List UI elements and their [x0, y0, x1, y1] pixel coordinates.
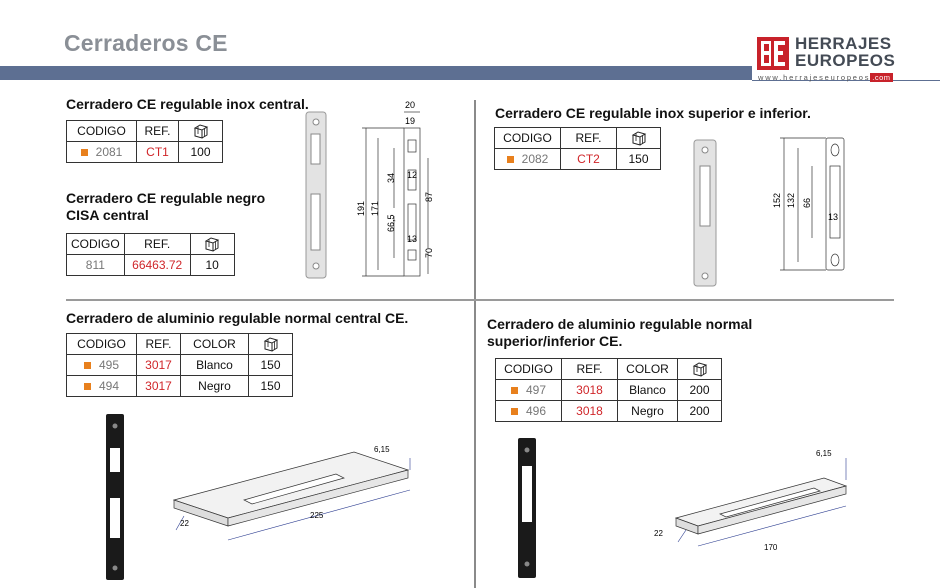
dim-thick: 6,15	[816, 449, 832, 458]
cell-qty: 150	[249, 355, 293, 376]
bullet-icon	[84, 383, 91, 390]
col-codigo: CODIGO	[67, 234, 125, 255]
cell-ref: 3017	[137, 376, 181, 397]
cell-codigo: 495	[67, 355, 137, 376]
cell-qty: 100	[179, 142, 223, 163]
box-icon	[631, 130, 647, 146]
dim-top2: 19	[405, 116, 416, 126]
table-row	[67, 355, 293, 376]
section-3-table	[494, 127, 661, 170]
vertical-divider	[474, 100, 476, 588]
dim-thick: 6,15	[374, 445, 390, 454]
dim-length: 170	[764, 543, 778, 552]
section-2-title	[66, 190, 265, 224]
cell-color: Negro	[618, 401, 678, 422]
brand-url	[758, 73, 893, 82]
cell-color: Negro	[181, 376, 249, 397]
strike-drawing-sup-inf	[688, 136, 858, 290]
brand-line-1: HERRAJES	[795, 34, 892, 53]
section-5-title-line-1: Cerradero de aluminio regulable normal	[487, 316, 753, 332]
col-codigo: CODIGO	[495, 128, 561, 149]
strike-photo-central	[306, 112, 326, 278]
section-5-title-line-2: superior/inferior CE.	[487, 333, 623, 349]
col-qty	[179, 121, 223, 142]
aluminium-strike-photo	[518, 438, 536, 578]
col-ref: REF.	[137, 121, 179, 142]
col-ref: REF.	[137, 334, 181, 355]
section-4-table	[66, 333, 293, 397]
aluminium-strike-sup-inf-drawing	[514, 436, 854, 584]
cell-qty: 10	[190, 255, 234, 276]
strike-photo-sup-inf	[694, 140, 716, 286]
col-ref: REF.	[562, 359, 618, 380]
aluminium-strike-photo	[106, 414, 124, 580]
box-icon	[204, 236, 220, 252]
page-title: Cerraderos CE	[64, 30, 228, 56]
col-color: COLOR	[181, 334, 249, 355]
table-row	[496, 380, 722, 401]
table-row	[496, 401, 722, 422]
cell-color: Blanco	[181, 355, 249, 376]
dim-seg1: 34	[386, 172, 396, 183]
cell-qty: 200	[678, 401, 722, 422]
cell-codigo: 811	[67, 255, 125, 276]
dim-total1: 191	[356, 200, 366, 216]
horizontal-divider	[66, 299, 894, 301]
cell-codigo: 497	[496, 380, 562, 401]
cell-qty: 150	[617, 149, 661, 170]
cell-qty: 150	[249, 376, 293, 397]
bullet-icon	[507, 156, 514, 163]
brand-line-2: EUROPEOS	[795, 51, 896, 70]
dim-length: 225	[310, 511, 324, 520]
cell-color: Blanco	[618, 380, 678, 401]
bullet-icon	[511, 387, 518, 394]
cell-qty: 200	[678, 380, 722, 401]
cell-codigo: 2082	[495, 149, 561, 170]
bullet-icon	[81, 149, 88, 156]
dim-low: 13	[828, 212, 839, 222]
section-4-title: Cerradero de aluminio regulable normal central CE.	[66, 310, 409, 326]
section-2-title-line-2: CISA central	[66, 207, 149, 223]
col-color: COLOR	[618, 359, 678, 380]
section-1-table	[66, 120, 223, 163]
section-2-table	[66, 233, 235, 276]
dim-slot: 12	[407, 170, 418, 180]
dim-total1: 152	[772, 192, 782, 208]
section-5-table	[495, 358, 722, 422]
dim-total2: 132	[786, 192, 796, 208]
col-qty	[617, 128, 661, 149]
col-qty	[190, 234, 234, 255]
table-row	[495, 149, 661, 170]
cell-codigo: 494	[67, 376, 137, 397]
cell-ref: 3018	[562, 380, 618, 401]
col-ref: REF.	[124, 234, 190, 255]
strike-tech-drawing	[362, 112, 428, 276]
dim-width: 22	[180, 519, 189, 528]
dim-total2: 171	[370, 200, 380, 216]
cell-ref: CT2	[561, 149, 617, 170]
bullet-icon	[511, 408, 518, 415]
cell-ref: 3017	[137, 355, 181, 376]
cell-ref: 66463.72	[124, 255, 190, 276]
dim-low2: 70	[424, 247, 434, 258]
aluminium-strike-3d	[174, 452, 408, 526]
col-codigo: CODIGO	[496, 359, 562, 380]
brand-url-suffix: .com	[872, 73, 891, 82]
brand-logo-icon	[757, 37, 789, 70]
dim-top: 20	[405, 100, 416, 110]
brand-url-prefix: www.herrajeseuropeos	[758, 73, 871, 82]
header-bar	[0, 66, 752, 80]
aluminium-strike-central-drawing	[104, 412, 424, 584]
col-ref: REF.	[561, 128, 617, 149]
dim-width: 22	[654, 529, 663, 538]
dim-mid: 66	[802, 197, 812, 208]
section-1-title: Cerradero CE regulable inox central.	[66, 96, 309, 112]
section-5-title	[487, 316, 752, 350]
cell-codigo: 496	[496, 401, 562, 422]
aluminium-strike-3d	[676, 478, 846, 534]
box-icon	[692, 361, 708, 377]
cell-ref: CT1	[137, 142, 179, 163]
bullet-icon	[84, 362, 91, 369]
box-icon	[193, 123, 209, 139]
col-qty	[678, 359, 722, 380]
box-icon	[263, 336, 279, 352]
cell-ref: 3018	[562, 401, 618, 422]
col-codigo: CODIGO	[67, 121, 137, 142]
dim-mid: 66,5	[386, 214, 396, 232]
strike-drawing-central	[298, 98, 448, 284]
col-qty	[249, 334, 293, 355]
table-row	[67, 376, 293, 397]
section-2-title-line-1: Cerradero CE regulable negro	[66, 190, 266, 206]
brand-name	[795, 35, 895, 69]
section-3-title: Cerradero CE regulable inox superior e inferior.	[495, 105, 811, 121]
cell-codigo: 2081	[67, 142, 137, 163]
dim-right: 87	[424, 191, 434, 202]
dim-low: 13	[407, 234, 418, 244]
table-row	[67, 142, 223, 163]
table-row	[67, 255, 235, 276]
col-codigo: CODIGO	[67, 334, 137, 355]
